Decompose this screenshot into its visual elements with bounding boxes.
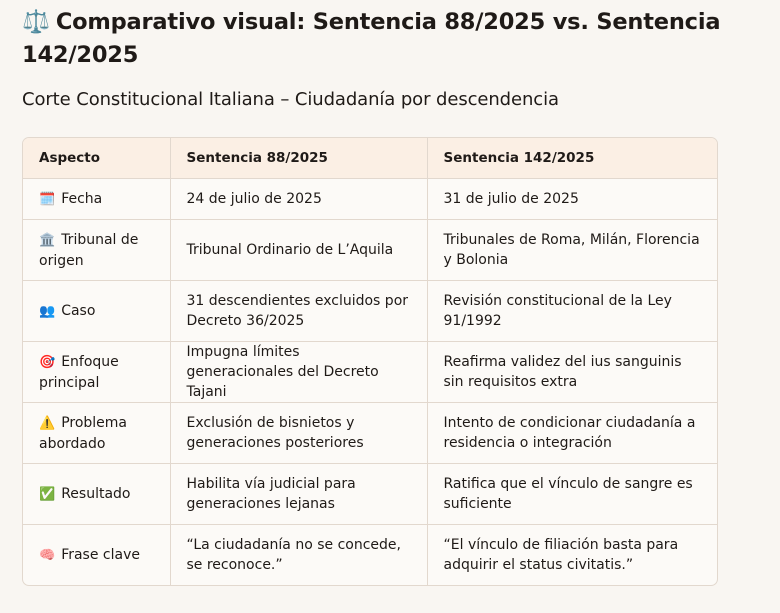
table-row	[23, 525, 717, 586]
sentencia-142-cell: 31 de julio de 2025	[427, 179, 717, 220]
sentencia-88-cell: Habilita vía judicial para generaciones lejanas	[170, 464, 427, 525]
aspect-label: Resultado	[61, 485, 131, 502]
sentencia-88-cell: Impugna límites generacionales del Decreto Tajani	[170, 342, 427, 403]
courthouse-icon: 🏛️	[39, 232, 56, 248]
aspect-label: Enfoque principal	[39, 353, 119, 391]
sentencia-142-cell: Ratifica que el vínculo de sangre es suficiente	[427, 464, 717, 525]
table-header-row	[23, 138, 717, 179]
comparison-table	[23, 138, 717, 585]
warning-icon: ⚠️	[39, 415, 56, 431]
header-sentencia-142: Sentencia 142/2025	[427, 138, 717, 179]
aspect-label: Tribunal de origen	[39, 231, 139, 269]
aspect-cell	[23, 281, 170, 342]
aspect-cell	[23, 342, 170, 403]
sentencia-142-cell: Revisión constitucional de la Ley 91/1992	[427, 281, 717, 342]
sentencia-88-cell: 31 descendientes excluidos por Decreto 36/2025	[170, 281, 427, 342]
sentencia-88-cell: Tribunal Ordinario de L’Aquila	[170, 220, 427, 281]
calendar-icon: 🗓️	[39, 191, 56, 207]
brain-icon: 🧠	[39, 547, 56, 563]
aspect-cell	[23, 525, 170, 586]
comparison-table-container	[22, 137, 718, 586]
page-subtitle: Corte Constitucional Italiana – Ciudadanía por descendencia	[22, 89, 559, 110]
aspect-cell	[23, 403, 170, 464]
target-icon: 🎯	[39, 354, 56, 370]
table-row	[23, 281, 717, 342]
page-title	[22, 6, 742, 72]
aspect-cell	[23, 464, 170, 525]
aspect-label: Fecha	[61, 190, 103, 207]
check-icon: ✅	[39, 486, 56, 502]
people-icon: 👥	[39, 303, 56, 319]
table-row	[23, 464, 717, 525]
table-row	[23, 220, 717, 281]
aspect-cell	[23, 220, 170, 281]
header-sentencia-88: Sentencia 88/2025	[170, 138, 427, 179]
scales-icon: ⚖️	[22, 9, 50, 35]
aspect-label: Caso	[61, 302, 96, 319]
sentencia-88-cell: 24 de julio de 2025	[170, 179, 427, 220]
sentencia-142-cell: Intento de condicionar ciudadanía a residencia o integración	[427, 403, 717, 464]
sentencia-142-cell: “El vínculo de filiación basta para adquirir el status civitatis.”	[443, 537, 679, 573]
page-title-text: Comparativo visual: Sentencia 88/2025 vs. Sentencia 142/2025	[22, 9, 721, 68]
header-aspect: Aspecto	[23, 138, 170, 179]
sentencia-88-cell: “La ciudadanía no se concede, se reconoce.”	[170, 525, 427, 586]
aspect-cell	[23, 179, 170, 220]
aspect-label: Problema abordado	[39, 414, 128, 452]
table-row	[23, 342, 717, 403]
table-row	[23, 403, 717, 464]
table-row	[23, 179, 717, 220]
sentencia-142-cell: Tribunales de Roma, Milán, Florencia y Bolonia	[427, 220, 717, 281]
aspect-label: Frase clave	[61, 546, 140, 563]
sentencia-142-cell: Reafirma validez del ius sanguinis sin requisitos extra	[427, 342, 717, 403]
sentencia-88-cell: Exclusión de bisnietos y generaciones posteriores	[170, 403, 427, 464]
